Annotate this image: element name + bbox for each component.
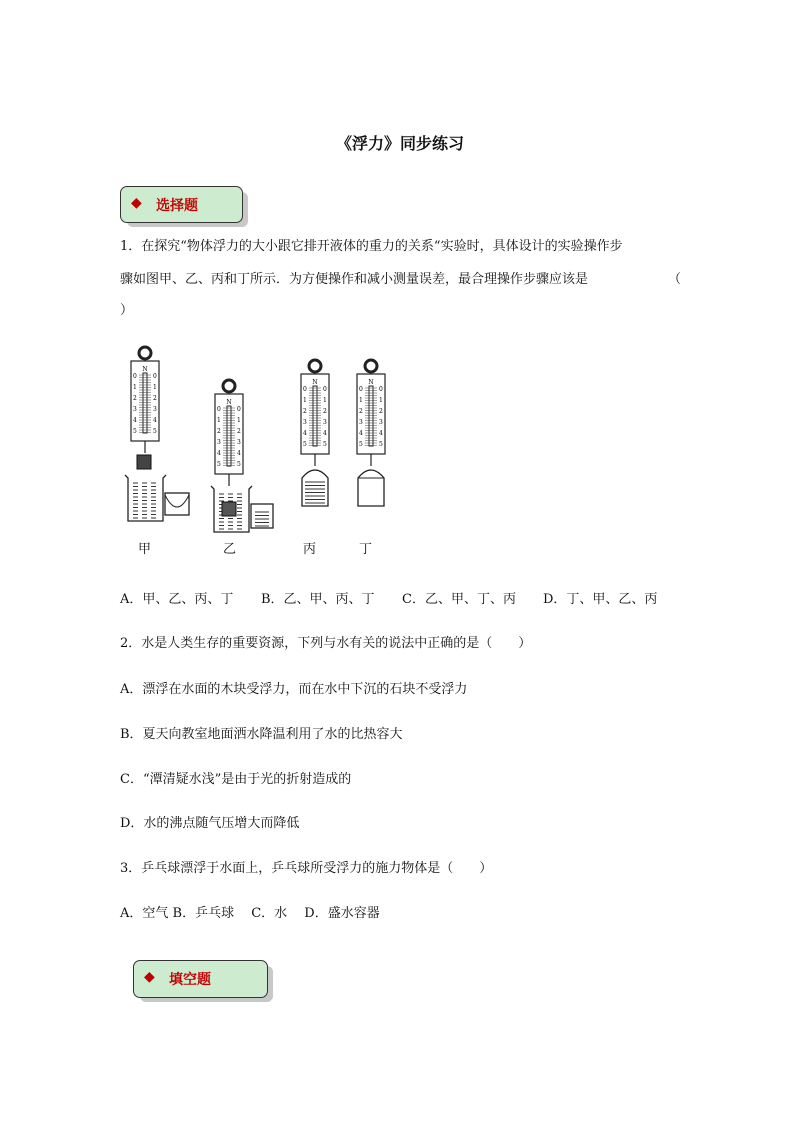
scale-tick-label: 4 [237,450,241,457]
scale-tube [143,373,147,433]
scale-tick-label: 4 [133,417,137,424]
scale-tick-label: 2 [359,408,363,415]
q1-paren-open: （ [668,272,682,287]
scale-tick-label: 5 [379,441,383,448]
scale-tick-label: 3 [237,439,241,446]
q3-stem: 3．乒乓球漂浮于水面上，乒乓球所受浮力的施力物体是（ ） [120,861,493,876]
scale-tick-label: 2 [153,395,157,402]
spring-scale-figure [115,340,405,560]
bucket-with-water [302,470,328,506]
scale-ring [365,360,377,372]
scale-tick-label: 5 [133,428,137,435]
scale-tick-label: 4 [303,430,307,437]
scale-tick-label: 1 [359,397,363,404]
scale-ring [309,360,321,372]
metal-block [137,455,151,469]
scale-tick-label: 5 [323,441,327,448]
scale-unit: N [368,379,374,386]
diamond-icon: ◆ [144,969,155,985]
scale-tick-label: 1 [303,397,307,404]
scale-tick-label: 0 [359,386,363,393]
q2-option-b: B．夏天向教室地面洒水降温利用了水的比热容大 [120,727,403,742]
section-header-choice [120,186,243,223]
q1-option-c: C．乙、甲、丁、丙 [402,592,516,607]
section-header-fill [133,960,268,998]
section-label: 填空题 [169,972,211,988]
q1-paren-close: ） [120,303,134,318]
scale-tube [313,386,317,446]
scale-tick-label: 1 [217,417,221,424]
scale-tick-label: 3 [359,419,363,426]
scale-tick-label: 5 [237,461,241,468]
scale-tick-label: 0 [153,373,157,380]
metal-block [222,502,236,516]
scale-tube [369,386,373,446]
scale-tick-label: 4 [217,450,221,457]
scale-tick-label: 0 [133,373,137,380]
scale-tick-label: 1 [323,397,327,404]
scale-tick-label: 1 [237,417,241,424]
scale-tick-label: 5 [153,428,157,435]
section-label: 选择题 [156,198,198,214]
scale-tick-label: 2 [323,408,327,415]
scale-tick-label: 3 [323,419,327,426]
scale-tick-label: 1 [379,397,383,404]
scale-unit: N [312,379,318,386]
scale-tick-label: 5 [303,441,307,448]
scale-tick-label: 4 [153,417,157,424]
q3-options: A．空气 B．乒乓球 C．水 D．盛水容器 [120,906,380,921]
scale-tick-label: 3 [133,406,137,413]
scale-tick-label: 0 [379,386,383,393]
scale-tube [227,406,231,466]
scale-tick-label: 3 [303,419,307,426]
q1-line-2: 骤如图甲、乙、丙和丁所示．为方便操作和减小测量误差，最合理操作步骤应该是 [120,272,589,287]
figure-label-bing: 丙 [303,542,317,557]
scale-tick-label: 5 [359,441,363,448]
scale-tick-label: 3 [379,419,383,426]
scale-tick-label: 2 [217,428,221,435]
figure-label-jia: 甲 [138,542,152,557]
page-title: 《浮力》同步练习 [335,134,464,153]
q2-option-a: A．漂浮在水面的木块受浮力，而在水中下沉的石块不受浮力 [120,682,468,697]
scale-tick-label: 1 [133,384,137,391]
scale-tick-label: 0 [217,406,221,413]
q1-option-a: A．甲、乙、丙、丁 [120,592,234,607]
scale-unit: N [142,366,148,373]
scale-tick-label: 3 [217,439,221,446]
scale-tick-label: 2 [237,428,241,435]
scale-tick-label: 1 [153,384,157,391]
small-bucket [165,493,189,515]
scale-tick-label: 0 [323,386,327,393]
q2-option-c: C．“潭清疑水浅”是由于光的折射造成的 [120,772,352,787]
scale-tick-label: 4 [379,430,383,437]
scale-tick-label: 4 [359,430,363,437]
scale-ring [223,380,235,392]
q1-option-d: D．丁、甲、乙、丙 [543,592,658,607]
scale-tick-label: 5 [217,461,221,468]
figure-label-ding: 丁 [359,542,373,557]
q1-line-1: 1．在探究“物体浮力的大小跟它排开液体的重力的关系“实验时，具体设计的实验操作步 [120,239,623,254]
q2-option-d: D．水的沸点随气压增大而降低 [120,816,300,831]
q1-option-b: B．乙、甲、丙、丁 [261,592,375,607]
scale-unit: N [226,399,232,406]
diamond-icon: ◆ [131,195,142,211]
scale-tick-label: 2 [133,395,137,402]
scale-tick-label: 0 [237,406,241,413]
scale-ring [139,347,151,359]
scale-tick-label: 3 [153,406,157,413]
scale-tick-label: 2 [379,408,383,415]
scale-tick-label: 2 [303,408,307,415]
q2-stem: 2．水是人类生存的重要资源，下列与水有关的说法中正确的是（ ） [120,636,532,651]
empty-bucket [358,470,384,506]
scale-tick-label: 4 [323,430,327,437]
scale-tick-label: 0 [303,386,307,393]
figure-label-yi: 乙 [223,542,237,557]
